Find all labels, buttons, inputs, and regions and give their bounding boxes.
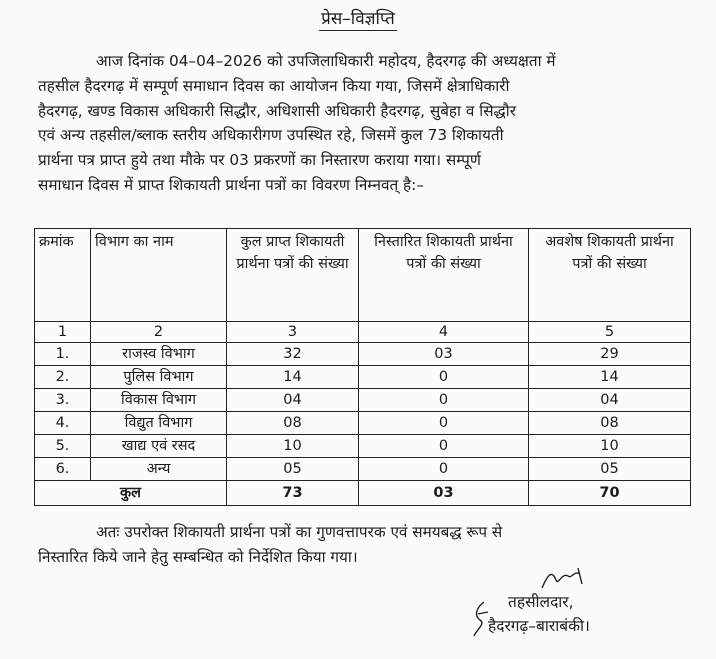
table-row	[35, 366, 691, 389]
header-total-received: कुल प्राप्त शिकायती प्रार्थना पत्रों की संख्या	[227, 229, 359, 322]
header-serial: क्रमांक	[35, 229, 91, 322]
table-row	[35, 435, 691, 458]
intro-line: समाधान दिवस में प्राप्त शिकायती प्रार्थना पत्रों का विवरण निम्नवत् है:–	[38, 175, 424, 194]
cell-received: 14	[227, 366, 359, 389]
cell-received: 10	[227, 435, 359, 458]
column-index-row	[35, 322, 691, 343]
cell-serial: 5.	[35, 435, 91, 458]
table-row	[35, 389, 691, 412]
cell-serial: 3.	[35, 389, 91, 412]
cell-received: 32	[227, 343, 359, 366]
cell-pending: 10	[529, 435, 691, 458]
column-index: 4	[359, 322, 529, 343]
column-index: 1	[35, 322, 91, 343]
closing-line: निस्तारित किये जाने हेतु सम्बन्धित को निर्देशित किया गया।	[38, 547, 358, 566]
column-index: 5	[529, 322, 691, 343]
cell-pending: 29	[529, 343, 691, 366]
cell-received: 05	[227, 458, 359, 481]
cell-disposed: 0	[359, 366, 529, 389]
cell-department: राजस्व विभाग	[91, 343, 227, 366]
cell-serial: 6.	[35, 458, 91, 481]
intro-line: प्रार्थना पत्र प्राप्त हुये तथा मौके पर 03 प्रकरणों का निस्तारण कराया गया। सम्पूर्ण	[38, 151, 481, 170]
total-row	[35, 481, 691, 506]
signatory-office: हैदरगढ़–बाराबंकी।	[488, 617, 590, 635]
cell-disposed: 0	[359, 435, 529, 458]
table-row	[35, 343, 691, 366]
header-pending: अवशेष शिकायती प्रार्थना पत्रों की संख्या	[529, 229, 691, 322]
cell-pending: 14	[529, 366, 691, 389]
total-label: कुल	[35, 481, 227, 506]
cell-disposed: 0	[359, 458, 529, 481]
total-pending: 70	[529, 481, 691, 506]
total-disposed: 03	[359, 481, 529, 506]
cell-received: 04	[227, 389, 359, 412]
cell-serial: 1.	[35, 343, 91, 366]
cell-department: अन्य	[91, 458, 227, 481]
intro-line: आज दिनांक 04–04–2026 को उपजिलाधिकारी महोदय, हैदरगढ़ की अध्यक्षता में	[96, 52, 556, 70]
intro-line: एवं अन्य तहसील/ब्लाक स्तरीय अधिकारीगण उपस्थित रहे, जिसमें कुल 73 शिकायती	[38, 126, 504, 145]
table-row	[35, 412, 691, 435]
intro-line: तहसील हैदरगढ़ में सम्पूर्ण समाधान दिवस का आयोजन किया गया, जिसमें क्षेत्राधिकारी	[38, 76, 510, 95]
cell-pending: 05	[529, 458, 691, 481]
cell-department: विकास विभाग	[91, 389, 227, 412]
table-header-row	[35, 229, 691, 322]
cell-pending: 04	[529, 389, 691, 412]
column-index: 3	[227, 322, 359, 343]
cell-disposed: 03	[359, 343, 529, 366]
signatory-designation: तहसीलदार,	[508, 593, 574, 611]
complaints-table	[34, 228, 691, 506]
closing-paragraph	[38, 520, 678, 570]
intro-paragraph	[38, 49, 678, 198]
cell-department: पुलिस विभाग	[91, 366, 227, 389]
header-disposed: निस्तारित शिकायती प्रार्थना पत्रों की संख्या	[359, 229, 529, 322]
cell-received: 08	[227, 412, 359, 435]
table-row	[35, 458, 691, 481]
cell-department: खाद्य एवं रसद	[91, 435, 227, 458]
cell-serial: 4.	[35, 412, 91, 435]
header-department: विभाग का नाम	[91, 229, 227, 322]
total-received: 73	[227, 481, 359, 506]
cell-pending: 08	[529, 412, 691, 435]
cell-department: विद्युत विभाग	[91, 412, 227, 435]
cell-disposed: 0	[359, 389, 529, 412]
cell-serial: 2.	[35, 366, 91, 389]
press-release-title: प्रेस–विज्ञप्ति	[321, 9, 395, 29]
cell-disposed: 0	[359, 412, 529, 435]
column-index: 2	[91, 322, 227, 343]
intro-line: हैदरगढ़, खण्ड विकास अधिकारी सिद्धौर, अधिशासी अधिकारी हैदरगढ़, सुबेहा व सिद्धौर	[38, 101, 516, 120]
closing-line: अतः उपरोक्त शिकायती प्रार्थना पत्रों का गुणवत्तापरक एवं समयबद्ध रूप से	[96, 523, 503, 541]
